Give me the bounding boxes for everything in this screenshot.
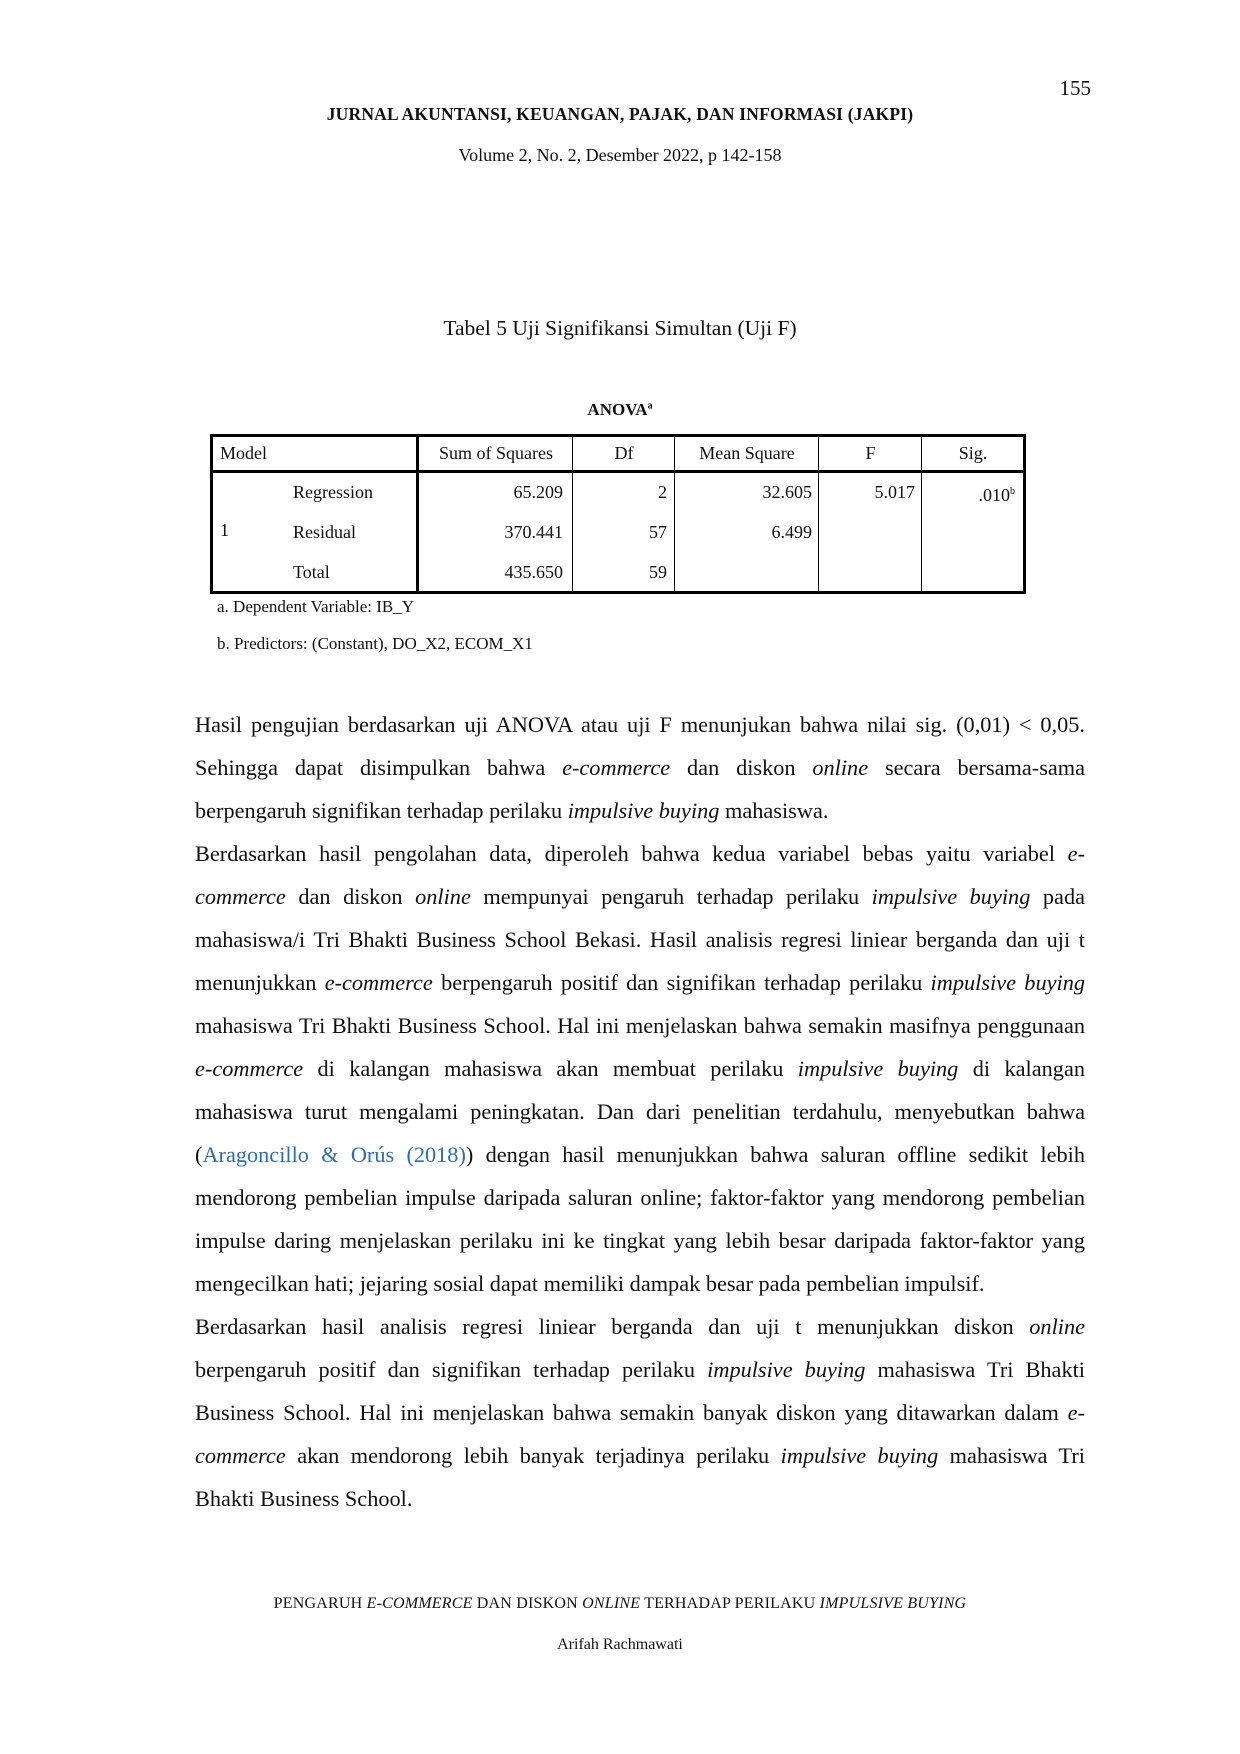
table-footnote-b: b. Predictors: (Constant), DO_X2, ECOM_X1: [217, 634, 533, 653]
row-label-regression: Regression: [293, 482, 373, 502]
anova-title-superscript: a: [647, 400, 653, 412]
table-footnote-a: a. Dependent Variable: IB_Y: [217, 597, 415, 616]
table-caption: Tabel 5 Uji Signifikansi Simultan (Uji F): [443, 316, 797, 340]
regression-f: 5.017: [874, 482, 915, 502]
paragraph-discount-effect: Berdasarkan hasil analisis regresi liniear berganda dan uji t menunjukkan diskon online berpengaruh positif dan signifikan terhadap perilaku impulsive buying mahasiswa Tri Bhakti Business School. Hal ini menjelaskan bahwa semakin banyak diskon yang ditawarkan dalam e-commerce akan mendorong lebih banyak terjadinya perilaku impulsive buying mahasiswa Tri Bhakti Business School.: [195, 1314, 1085, 1511]
regression-df: 2: [658, 482, 667, 502]
table-column-divider: [674, 437, 675, 591]
table-column-divider: [921, 437, 922, 591]
residual-mean-square: 6.499: [771, 522, 812, 542]
header-df: Df: [614, 443, 634, 463]
header-sum-of-squares: Sum of Squares: [439, 443, 553, 463]
table-column-divider: [818, 437, 819, 591]
body-text: [195, 703, 1085, 1520]
paragraph-anova-result: Hasil pengujian berdasarkan uji ANOVA atau uji F menunjukan bahwa nilai sig. (0,01) < 0,05. Sehingga dapat disimpulkan bahwa e-commerce dan diskon online secara bersama-sama berpengaruh signifikan terhadap perilaku impulsive buying mahasiswa.: [195, 712, 1086, 823]
residual-df: 57: [649, 522, 667, 542]
header-sig: Sig.: [958, 443, 988, 463]
journal-volume: Volume 2, No. 2, Desember 2022, p 142-158: [458, 145, 782, 165]
row-label-residual: Residual: [293, 522, 356, 542]
table-column-divider: [416, 437, 419, 591]
regression-sig: [923, 481, 1015, 506]
journal-title: JURNAL AKUNTANSI, KEUANGAN, PAJAK, DAN INFORMASI (JAKPI): [326, 104, 914, 124]
model-number: 1: [220, 520, 229, 540]
regression-mean-square: 32.605: [762, 482, 812, 502]
paragraph-discussion: Berdasarkan hasil pengolahan data, diperoleh bahwa kedua variabel bebas yaitu variabel e-commerce dan diskon online mempunyai pengaruh terhadap perilaku impulsive buying pada mahasiswa/i Tri Bhakti Business School Bekasi. Hasil analisis regresi liniear berganda dan uji t menunjukkan e-commerce berpengaruh positif dan signifikan terhadap perilaku impulsive buying mahasiswa Tri Bhakti Business School. Hal ini menjelaskan bahwa semakin masifnya penggunaan e-commerce di kalangan mahasiswa akan membuat perilaku impulsive buying di kalangan mahasiswa turut mengalami peningkatan. Dan dari penelitian terdahulu, menyebutkan bahwa (Aragoncillo & Orús (2018)) dengan hasil menunjukkan bahwa saluran offline sedikit lebih mendorong pembelian impulse daripada saluran online; faktor-faktor yang mendorong pembelian impulse daring menjelaskan perilaku ini ke tingkat yang lebih besar daripada faktor-faktor yang mengecilkan hati; jejaring sosial dapat memiliki dampak besar pada pembelian impulsif.: [195, 841, 1086, 1296]
footer-author: Arifah Rachmawati: [557, 1636, 683, 1653]
table-header-divider: [213, 470, 1023, 473]
total-sum-of-squares: 435.650: [504, 562, 563, 582]
header-f: F: [865, 443, 876, 463]
header-model: Model: [220, 443, 267, 463]
row-label-total: Total: [293, 562, 330, 582]
anova-table: [210, 434, 1026, 594]
anova-title: [0, 400, 1240, 420]
page-number: 155: [1059, 76, 1091, 100]
header-mean-square: Mean Square: [699, 443, 795, 463]
anova-title-text: ANOVA: [587, 400, 648, 419]
regression-sig-superscript: b: [1010, 486, 1015, 497]
regression-sum-of-squares: 65.209: [513, 482, 563, 502]
table-column-divider: [572, 437, 573, 591]
footer-article-title: PENGARUH E-COMMERCE DAN DISKON ONLINE TERHADAP PERILAKU IMPULSIVE BUYING: [273, 1595, 967, 1612]
citation-link[interactable]: Aragoncillo & Orús (2018): [202, 1142, 466, 1167]
regression-sig-value: .010: [978, 485, 1010, 505]
total-df: 59: [649, 562, 667, 582]
residual-sum-of-squares: 370.441: [504, 522, 563, 542]
